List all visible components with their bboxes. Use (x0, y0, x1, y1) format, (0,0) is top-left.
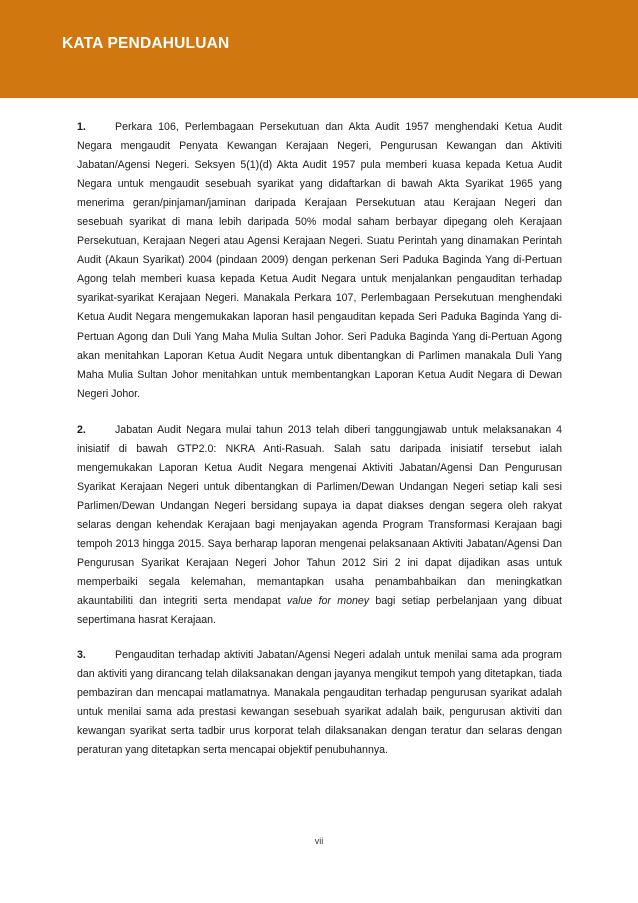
paragraph-number: 3. (77, 649, 86, 662)
paragraph-text: Jabatan Audit Negara mulai tahun 2013 telah diberi tanggungjawab untuk melaksanakan 4 inisiatif di bawah GTP2.0: NKRA Anti-Rasuah. Salah satu daripada inisiatif tersebut ialah mengemukakan Laporan Ketua Audit Negara mengenai Aktiviti Jabatan/Agensi Dan Pengurusan Syarikat Kerajaan Negeri untuk dibentangkan di Parlimen/Dewan Undangan Negeri setiap kali sesi Parlimen/Dewan Undangan Negeri bersidang supaya ia dapat diakses dengan segera oleh rakyat selaras dengan kehendak Kerajaan bagi menjayakan agenda Program Transformasi Kerajaan bagi tempoh 2013 hingga 2015. Saya berharap laporan mengenai pelaksanaan Aktiviti Jabatan/Agensi Dan Pengurusan Syarikat Kerajaan Negeri Johor Tahun 2012 Siri 2 ini dapat dijadikan asas untuk memperbaiki segala kelemahan, memantapkan usaha penambahbaikan dan meningkatkan akauntabiliti dan integriti serta mendapat (77, 423, 562, 608)
document-body (77, 118, 562, 776)
paragraph-text: bagi setiap perbelanjaan yang dibuat sepertimana hasrat Kerajaan. (77, 595, 562, 627)
page-title: KATA PENDAHULUAN (62, 35, 230, 52)
page-number: vii (314, 836, 324, 846)
paragraph-text: Pengauditan terhadap aktiviti Jabatan/Agensi Negeri adalah untuk menilai sama ada program dan aktiviti yang dirancang telah dilaksanakan dengan jayanya mengikut tempoh yang ditetapkan, tiada pembaziran dan mencapai matlamatnya. Manakala pengauditan terhadap pengurusan syarikat adalah untuk menilai sama ada prestasi kewangan sesebuah syarikat adalah baik, pengurusan aktiviti dan kewangan syarikat serta tadbir urus korporat telah dilaksanakan dengan teratur dan selaras dengan peraturan yang ditetapkan serta mencapai objektif penubuhannya. (77, 649, 562, 757)
paragraph-number: 2. (77, 423, 86, 436)
paragraph-number: 1. (77, 121, 86, 133)
emphasis-text: value for money (286, 595, 370, 608)
paragraph-3 (77, 646, 562, 760)
header-band (0, 0, 638, 98)
paragraph-1 (77, 118, 562, 404)
paragraph-text: Perkara 106, Perlembagaan Persekutuan dan Akta Audit 1957 menghendaki Ketua Audit Negara mengaudit Penyata Kewangan Kerajaan Negeri, Pengurusan Kewangan dan Aktiviti Jabatan/Agensi Negeri. Seksyen 5(1)(d) Akta Audit 1957 pula memberi kuasa kepada Ketua Audit Negara untuk mengaudit sesebuah syarikat yang didaftarkan di bawah Akta Syarikat 1965 yang menerima geran/pinjaman/jaminan daripada Kerajaan Persekutuan atau Kerajaan Negeri dan sesebuah syarikat di mana lebih daripada 50% modal saham berbayar dipegang oleh Kerajaan Persekutuan, Kerajaan Negeri atau Agensi Kerajaan Negeri. Suatu Perintah yang dinamakan Perintah Audit (Akaun Syarikat) 2004 (pindaan 2009) dengan perkenan Seri Paduka Baginda Yang di-Pertuan Agong telah memberi kuasa kepada Ketua Audit Negara untuk menjalankan pengauditan terhadap syarikat-syarikat Kerajaan Negeri. Manakala Perkara 107, Perlembagaan Persekutuan menghendaki Ketua Audit Negara mengemukakan laporan hasil pengauditan kepada Seri Paduka Baginda Yang di-Pertuan Agong dan Duli Yang Maha Mulia Sultan Johor. Seri Paduka Baginda Yang di-Pertuan Agong akan menitahkan Laporan Ketua Audit Negara untuk dibentangkan di Parlimen manakala Duli Yang Maha Mulia Sultan Johor menitahkan untuk membentangkan Laporan Ketua Audit Negara di Dewan Negeri Johor. (77, 121, 562, 400)
paragraph-2 (77, 421, 562, 631)
